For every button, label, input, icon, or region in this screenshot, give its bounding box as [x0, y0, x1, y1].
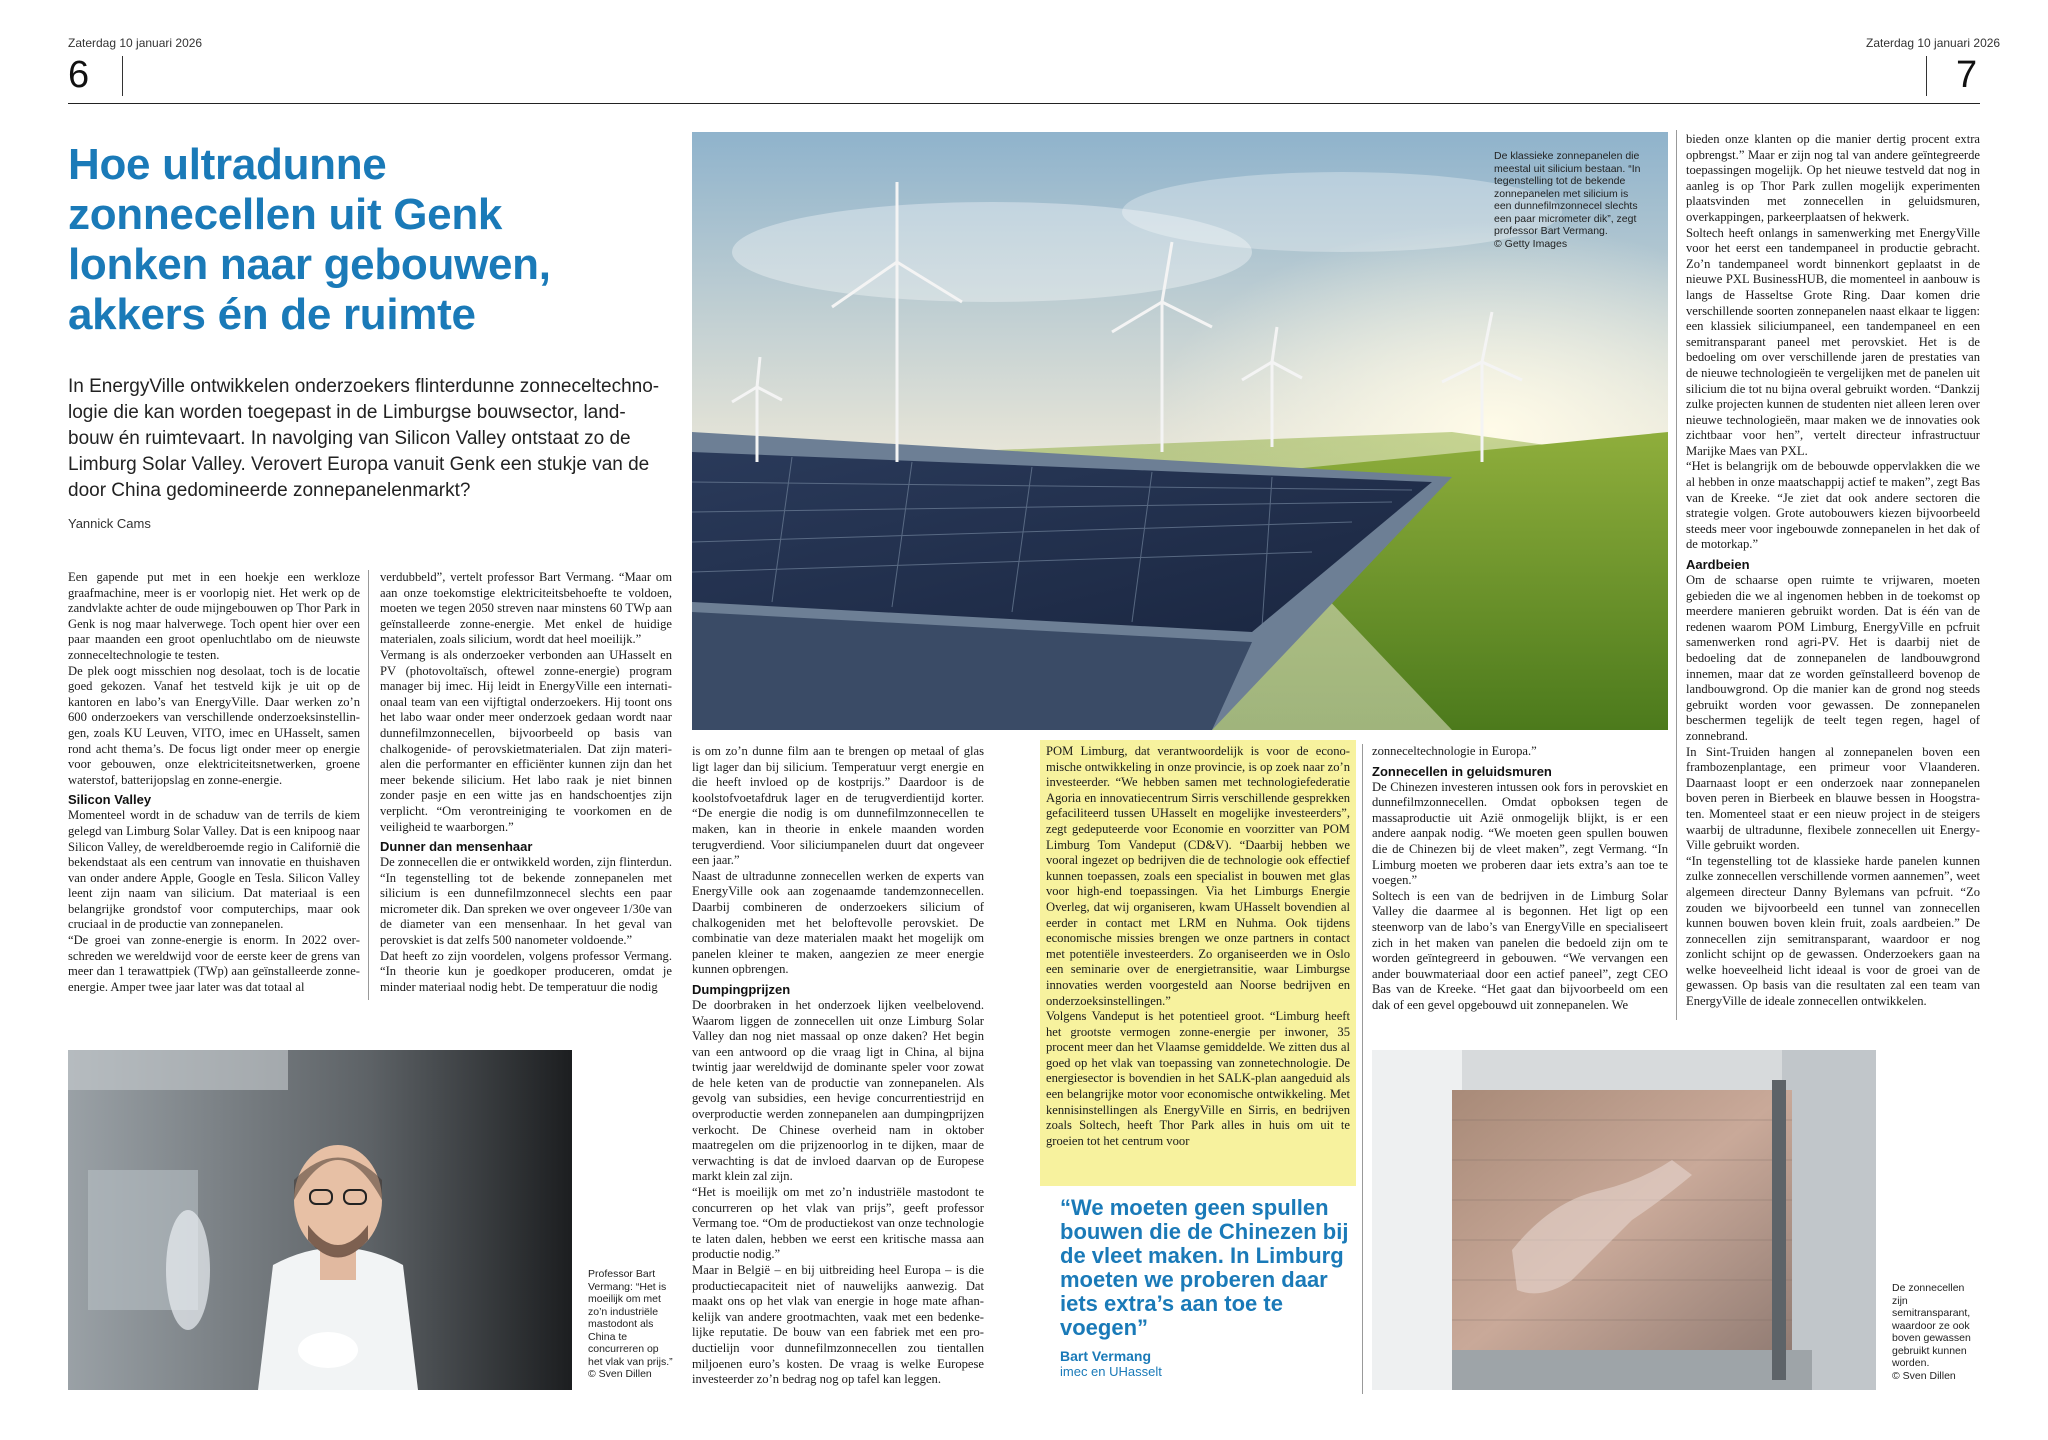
body-column-6	[1686, 132, 1980, 1022]
portrait-photo	[68, 1050, 572, 1390]
page-number-right: 7	[1956, 54, 1978, 96]
body-column-5	[1372, 744, 1668, 1020]
body-paragraph: POM Limburg, dat verantwoordelijk is voor de economische ontwikkeling in onze provincie, is op zoek naar zo’n investeerder. “We hebben samen met technologiefederatie Agoria en innovatiecentrum Sirris verschillende gesprekken gefaciliteerd tussen UHasselt en mogelijke investeerders”, zegt gedeputeerde voor Economie en voorzitter van POM Limburg Tom Vandeput (CD&V). “Daarbij hebben we vooral ingezet op bedrijven die de technologie ook effectief kunnen toepassen, zoals een specialist in bouwen met glas voor high-end toepassingen. Via het Limburgs Energie Overleg, dat wij organiseren, kwam UHasselt bovendien al eerder in contact met LRM en Nuhma. Ook tijdens economische missies brengen we onze partners in contact met potentiële investeerders. Zo organiseerden we in Oslo een seminarie over de energietransitie, waar Limburgse innovaties werden voorgesteld aan Noorse bedrijven en onderzoeksinstellingen.”	[1046, 744, 1350, 1008]
caption-line: © Sven Dillen	[1892, 1369, 1956, 1382]
solar-cell-caption	[1892, 1282, 1982, 1382]
quote-line: de vleet maken. In Limburg	[1060, 1243, 1344, 1268]
subheading: Aardbeien	[1686, 557, 1750, 573]
lead-line: bouw én ruimtevaart. In navolging van Silicon Valley ontstaat zo de	[68, 428, 631, 449]
subheading: Silicon Valley	[68, 792, 152, 808]
subheading: Dunner dan mensenhaar	[380, 839, 533, 855]
body-paragraph: Soltech heeft onlangs in samenwerking met EnergyVille voor het eerst een tandempaneel in productie gebracht. Zo’n tandempaneel wordt binnenkort geplaatst in de nieuwe PXL BusinessHUB, die momenteel in aanbouw is langs de Hasseltse Grote Ring. Daar komen drie verschillende soorten zonnepanelen naast elkaar te liggen: een klassiek siliciumpaneel, een tandempaneel en een semitransparant paneel met perovskiet. Het is de bedoeling om over verschillende jaren de prestaties van de nieuwe technologieën te vergelijken met de panelen uit silicium die tot nu bijna overal gebruikt worden. “Dankzij zulke projecten kunnen de studenten niet alleen leren over nieuwe technologieën, maar maken we de innovaties ook zichtbaar voor hen”, vertelt directeur infrastructuur Marijke Maes van PXL.	[1686, 225, 1980, 458]
caption-line: moeilijk om met	[588, 1293, 661, 1305]
lead-line: Limburg Solar Valley. Verovert Europa vanuit Genk een stukje van de	[68, 454, 650, 475]
caption-line: concurreren op	[588, 1343, 659, 1355]
caption-line: een dunnefilmzonnecel slechts	[1494, 200, 1638, 212]
body-paragraph: verdubbeld”, vertelt professor Bart Vermang. “Maar om aan onze toekomstige elektriciteitsbehoefte te voldoen, moeten we tegen 2050 streven naar minstens 60 TWp aan geïnstalleerde zonne-energie. Met enkel de huidige materialen, zoals silicium, wordt dat heel moeilijk.”	[380, 570, 672, 647]
headline-line: zonnecellen uit Genk	[68, 190, 503, 239]
caption-line: zo’n industriële	[588, 1305, 659, 1318]
caption-line: worden.	[1892, 1357, 1930, 1369]
caption-line: mastodont als	[588, 1318, 654, 1330]
scientist-image	[68, 1050, 572, 1390]
body-paragraph: bieden onze klanten op die manier dertig procent extra opbrengst.” Maar er zijn nog tal van andere geïntegreerde toepassingen mogelijk. Op het nieuwe testveld dat nog in aanleg is op Thor Park zullen mogelijk experimenten plaatsvinden met zonnecellen in geluidsmuren, overkappingen, parkeerplaatsen of hekwerk.	[1686, 132, 1980, 224]
body-paragraph: Dat heeft zo zijn voordelen, volgens professor Vermang. “In theorie kun je goedkoper produceren, omdat je minder materiaal nodig hebt. De temperatuur die nodig	[380, 948, 672, 994]
subheading: Dumpingprijzen	[692, 981, 791, 997]
body-paragraph: “In tegenstelling tot de klassieke harde panelen kunnen zulke zonnecellen verschillende vormen aannemen”, weet algemeen directeur Danny Bylemans van pcfruit. “Zo zouden we bijvoorbeeld een tunnel van zonnecellen kunnen bouwen boven klein fruit, zoals aardbeien.” De zonnecellen zijn semitransparant, waardoor er nog zonlicht schijnt op de gewassen. Onderzoekers gaan na welke hoeveelheid licht ideaal is voor de groei van de gewassen. Op basis van die resultaten zal een team van EnergyVille de ideale zonnecellen ontwikkelen.	[1686, 853, 1980, 1009]
caption-line: tegenstelling tot de bekende	[1494, 175, 1626, 187]
caption-line: boven gewassen	[1892, 1332, 1971, 1344]
quote-line: “We moeten geen spullen	[1060, 1195, 1329, 1220]
pull-quote	[1060, 1196, 1360, 1379]
body-paragraph: In Sint-Truiden hangen al zonnepanelen boven een frambozenplantage, een primeur voor Vlaanderen. Daarnaast loopt er een onderzoek naar zonnepanelen boven peren in Bierbeek en blauwe bessen in Hoogstraten. Momenteel staat er een nieuw project in de steigers waarbij de ultradunne, flexibele zonnecellen uit EnergyVille gebruikt worden.	[1686, 744, 1980, 853]
lead-line: In EnergyVille ontwikkelen onderzoekers flinterdunne zonneceltechno-	[68, 376, 660, 397]
column-divider	[1676, 130, 1677, 1020]
header-divider-left	[122, 56, 123, 96]
caption-line: een paar micrometer dik”, zegt	[1494, 212, 1637, 225]
caption-line: meestal uit silicium bestaan. “In	[1494, 162, 1641, 175]
body-paragraph: Momenteel wordt in de schaduw van de terrils de kiem gelegd van Limburg Solar Valley. Dat is een knipoog naar Silicon Valley, de wereldberoemde regio in Californië die bekendstaat als een centrum van innovatie en thuishaven van onder andere Apple, Google en Tesla. Silicon Valley leent zijn naam van silicium. Dat materiaal is een belangrijke grondstof voor computerchips, maar ook cruciaal in de productie van zonnepanelen.	[68, 808, 360, 932]
body-paragraph: zonneceltechnologie in Europa.”	[1372, 744, 1537, 758]
body-paragraph: Vermang is als onderzoeker verbonden aan UHasselt en PV (photovoltaïsch, oftewel zonne-energie) program manager bij imec. Hij leidt in EnergyVille een internationaal team van een vijftigtal onderzoekers. Hij toont ons het labo waar onder meer onderzoek gedaan wordt naar dunnefilmzonnecellen, bijvoorbeeld op basis van chalkogenide- of perovskietmaterialen. Dat zijn materialen die performanter en efficiënter kunnen zijn dan het meer bekende silicium. Het labo raak je niet binnen zonder pasje en een witte jas en handschoentjes zijn verplicht. “Om verontreiniging te voorkomen en de veiligheid te waarborgen.”	[380, 647, 672, 834]
quote-author: Bart Vermang	[1060, 1348, 1152, 1364]
caption-line: Professor Bart	[588, 1268, 656, 1280]
semitransparent-cell-image	[1372, 1050, 1876, 1390]
solar-cell-photo	[1372, 1050, 1876, 1390]
main-photo-caption	[1494, 150, 1654, 250]
lead-line: logie die kan worden toegepast in de Limburgse bouwsector, land-	[68, 402, 626, 423]
body-column-2	[380, 570, 672, 1006]
body-paragraph: Maar in België – en bij uitbreiding heel Europa – is die productiecapaciteit niet of nauwelijks aanwezig. Dat maakt ons op het vlak van energie in hoge mate afhankelijk van andere grootmachten, vaak met een bedenkelijke reputatie. De bouw van een fabriek met een productielijn voor dunnefilmzonnecellen zou tientallen miljoenen euro’s kosten. De vraag is welke Europese investeerder zo’n bedrag nog op tafel kan leggen.	[692, 1263, 984, 1387]
caption-line: gebruikt kunnen	[1892, 1344, 1967, 1357]
headline-line: akkers én de ruimte	[68, 290, 476, 339]
caption-line: zijn	[1892, 1294, 1908, 1307]
body-paragraph: is om zo’n dunne film aan te brengen op metaal of glas ligt lager dan bij silicium. Temperatuur vergt energie en die heeft invloed op de kostprijs.” Daardoor is de koolstofvoetafdruk lager en de terugverdientijd korter. “De energie die nodig is om dunnefilmzonnecellen te maken, kan in theorie in enkele maanden worden terugverdiend. Voor siliciumpanelen duurt dat ongeveer een jaar.”	[692, 744, 984, 868]
caption-line: het vlak van prijs.”	[588, 1355, 673, 1368]
body-paragraph: “De groei van zonne-energie is enorm. In 2022 overschreden we wereldwijd voor de eerste keer de grens van meer dan 1 terawattpiek (TWp) aan geïnstalleerde zonne-energie. Amper twee jaar later was dat totaal al	[68, 933, 360, 994]
body-paragraph: De plek oogt misschien nog desolaat, toch is de locatie goed gekozen. Vanaf het testveld kijk je uit op de kantoren en labo’s van EnergyVille. Daar werken zo’n 600 onderzoekers van verschillende onderzoeksinstellingen, zoals KU Leuven, VITO, imec en UHasselt, samen rond acht thema’s. De focus ligt onder meer op energie voor gebouwen, onze elektriciteitsnetwerken, groene waterstof, batterijopslag en zonne-energie.	[68, 663, 360, 787]
body-paragraph: Naast de ultradunne zonnecellen werken de experts van EnergyVille ook aan zogenaamde tandemzonnecellen. Daarbij combineren de onderzoekers silicium of chalkogeniden met het beloftevolle perovskiet. De combinatie van deze materialen maakt het mogelijk om panelen kleiner te maken, aangezien ze meer energie kunnen opbrengen.	[692, 868, 984, 977]
quote-line: moeten we proberen daar	[1060, 1267, 1328, 1292]
caption-line: De klassieke zonnepanelen die	[1494, 150, 1640, 162]
column-divider	[1362, 744, 1363, 1394]
headline-line: lonken naar gebouwen,	[68, 240, 551, 289]
body-paragraph: “Het is moeilijk om met zo’n industriële mastodont te concurreren op het vlak van prijs”, geeft professor Vermang toe. “Om de productiekost van onze technologie te laten dalen, hebben we eerst een kritische massa aan productie nodig.”	[692, 1185, 984, 1262]
header-rule	[68, 103, 1980, 104]
caption-line: waardoor ze ook	[1892, 1319, 1970, 1332]
body-column-4	[1040, 740, 1356, 1186]
column-divider	[368, 570, 369, 1000]
caption-line: China te	[588, 1330, 628, 1343]
body-paragraph: De zonnecellen die er ontwikkeld worden, zijn flinterdun. “In tegenstelling tot de bekende zonnepanelen met silicium is een dunnefilmzonnecel slechts een paar micrometer dik. Dan spreken we over ongeveer 1/30e van de diameter van een mensenhaar. In het geval van perovskiet is dat zelfs 500 nanometer voldoende.”	[380, 855, 672, 948]
byline: Yannick Cams	[68, 516, 151, 531]
body-paragraph: Een gapende put met in een hoekje een werkloze graafmachine, meer is er voorlopig niet. Het werk op de zandvlakte achter de oude mijngebouwen op Thor Park in Genk is nog maar halverwege. Toch opent hier over een paar maanden een groot openluchtlabo om de nieuwste zonneceltechnologie te testen.	[68, 570, 360, 662]
body-paragraph: Om de schaarse open ruimte te vrijwaren, moeten gebieden die we al ingenomen hebben in de toekomst op meerdere manieren gebruikt worden. Dat is één van de redenen waarom POM Limburg, EnergyVille en pcfruit samenwerken rond agri-PV. Het is daarbij niet de bedoeling dat de zonnepanelen de landbouwgrond innemen, maar dat ze worden geïnstalleerd bovenop de landbouwgrond. Op die manier kan de grond nog steeds gebruikt worden voor gewassen. De zonnepanelen beschermen tegelijk de teelt tegen regen, hagel of zonnebrand.	[1686, 573, 1980, 743]
subheading: Zonnecellen in geluidsmuren	[1372, 763, 1552, 779]
lead-paragraph	[68, 374, 688, 504]
quote-affiliation: imec en UHasselt	[1060, 1364, 1162, 1379]
body-paragraph: De Chinezen investeren intussen ook fors in perovskiet en dunnefilmzonnecellen. Omdat opboksen tegen de massaproductie uit Azië onmogelijk blijkt, is er een andere aanpak nodig. “We moeten geen spullen bouwen die de Chinezen bij de vleet maken”, zegt Vermang. “In Limburg moeten we proberen daar iets extra’s aan toe te voegen.”	[1372, 779, 1668, 888]
caption-line: © Sven Dillen	[588, 1368, 652, 1380]
caption-line: De zonnecellen	[1892, 1282, 1965, 1294]
quote-line: bouwen die de Chinezen bij	[1060, 1219, 1349, 1244]
headline-line: Hoe ultradunne	[68, 140, 387, 189]
caption-line: semitransparant,	[1892, 1307, 1971, 1319]
body-paragraph: Volgens Vandeput is het potentieel groot. “Limburg heeft het grootste vermogen zonne-energie per inwoner, 35 procent meer dan het Vlaamse gemiddelde. We zitten dus al goed op het vlak van toepassing van zonnetechnologie. De energiesector is bovendien in het SALK-plan aangeduid als een belangrijke motor voor economische ontwikkeling. Met kennisinstellingen als EnergyVille en Sirris, en bedrijven zoals Soltech, heeft Thor Park alles in huis om uit te groeien tot het centrum voor	[1046, 1009, 1350, 1148]
date-right: Zaterdag 10 januari 2026	[1866, 36, 2001, 50]
caption-line: zonnepanelen met silicium is	[1494, 187, 1629, 200]
body-paragraph: “Het is belangrijk om de bebouwde oppervlakken die we al hebben in onze maatschappij actief te maken”, zegt Bas van de Kreeke. “Je ziet dat ook andere sectoren die strategie volgen. Grote autobouwers kiezen bijvoorbeeld steeds meer voor ingebouwde zonnepanelen in het dak of de motorkap.”	[1686, 459, 1980, 552]
headline	[68, 140, 668, 340]
lead-line: door China gedomineerde zonnepanelenmarkt?	[68, 480, 471, 501]
body-paragraph: De doorbraken in het onderzoek lijken veelbelovend. Waarom liggen de zonnecellen uit onze Limburg Solar Valley dan nog niet massaal op onze daken? Het begin van een antwoord op die vraag ligt in China, al bijna twintig jaar wereldwijd de dominante speler voor zowat de hele keten van de productie van zonnepanelen. Als gevolg van subsidies, een hevige concurrentiestrijd en overproductie werden zonnepanelen aan dumpingprijzen verkocht. De Chinese overheid nam in oktober maatregelen om die prijzenoorlog in te dijken, maar de verwachting is dat de invloed daarvan op de Europese markt klein zal zijn.	[692, 997, 984, 1184]
portrait-caption	[588, 1268, 688, 1381]
body-column-1	[68, 570, 360, 1006]
body-paragraph: Soltech is een van de bedrijven in de Limburg Solar Valley die daarmee al is begonnen. Het ligt op een steenworp van de labo’s van EnergyVille en specialiseert zich in het maken van panelen die bedoeld zijn om te worden geïntegreerd in gebouwen. “We vervangen een ander bouwmateriaal door een actief paneel”, zegt CEO Bas van de Kreeke. “Het gaat dan bijvoorbeeld om een dak of een gevel opgebouwd uit zonnepanelen. We	[1372, 888, 1668, 1012]
date-left: Zaterdag 10 januari 2026	[68, 36, 203, 50]
quote-line: iets extra’s aan toe te	[1060, 1291, 1283, 1316]
caption-line: Vermang: “Het is	[588, 1280, 667, 1293]
caption-line: professor Bart Vermang.	[1494, 225, 1608, 237]
body-column-3	[692, 744, 984, 1394]
quote-line: voegen”	[1060, 1315, 1149, 1340]
header-divider-right	[1926, 56, 1927, 96]
caption-line: © Getty Images	[1494, 237, 1568, 250]
page-number-left: 6	[68, 54, 90, 96]
